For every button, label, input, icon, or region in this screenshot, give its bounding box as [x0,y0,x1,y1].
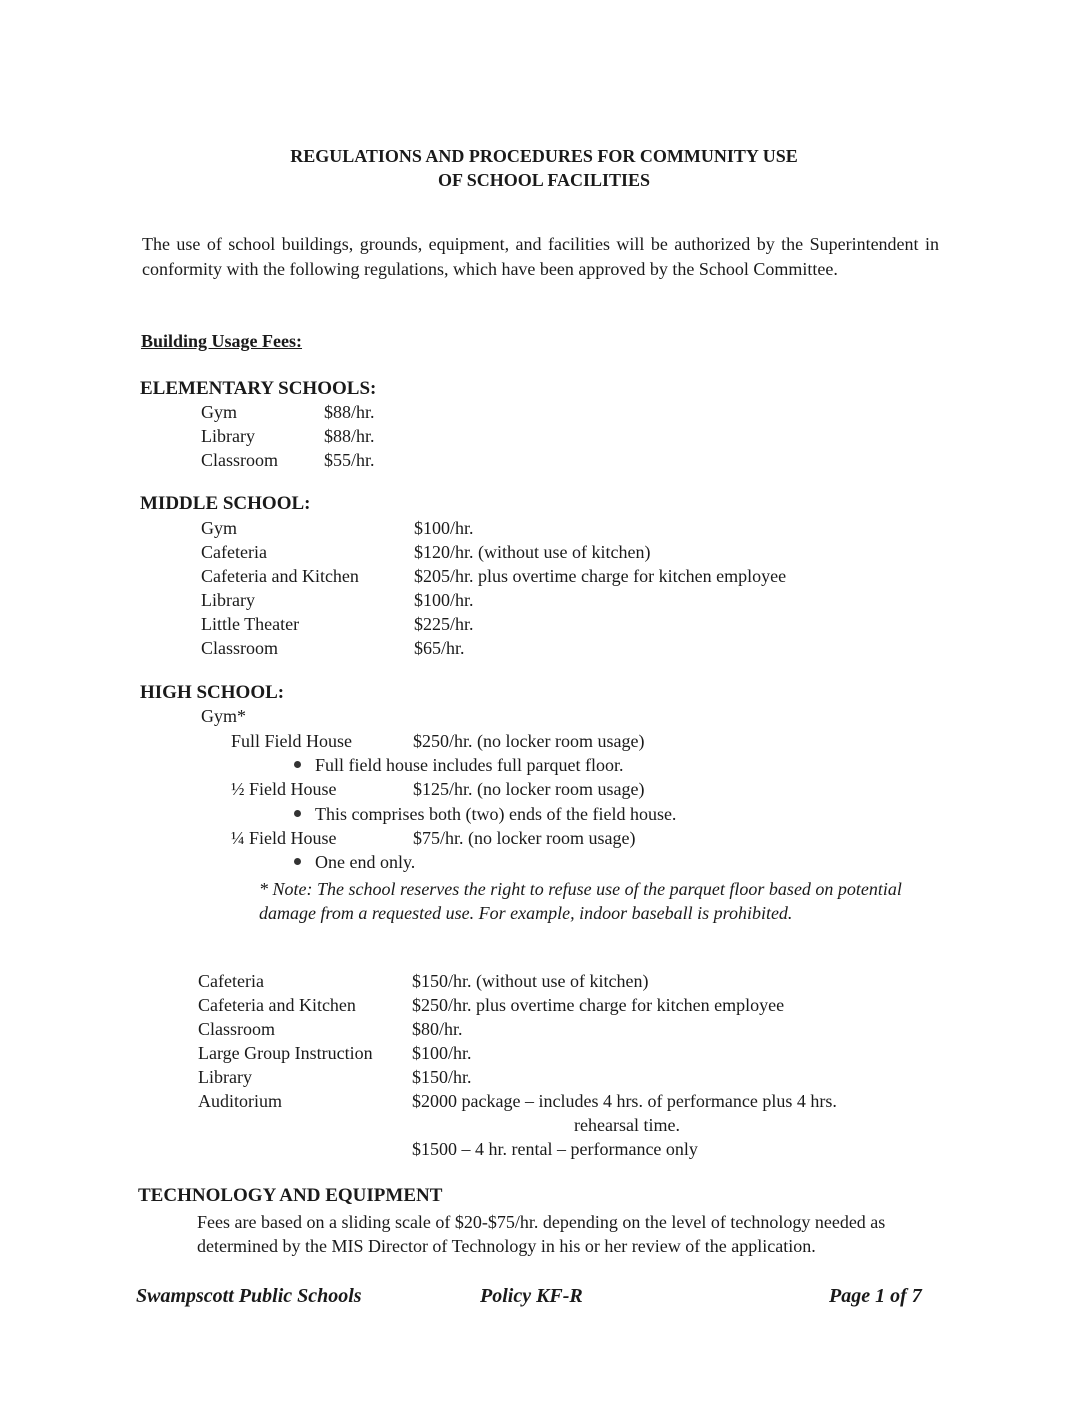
middle-little-theater-fee: $225/hr. [414,614,474,634]
high-school-heading: HIGH SCHOOL: [140,682,285,703]
bullet-text: Full field house includes full parquet floor. [315,755,624,775]
high-quarter-field-house-name: ¼ Field House [231,828,337,848]
footer-page-number: Page 1 of 7 [829,1285,922,1307]
document-title-line-1: REGULATIONS AND PROCEDURES FOR COMMUNITY USE [290,146,798,166]
high-library-fee: $150/hr. [412,1067,472,1087]
high-half-field-house-name: ½ Field House [231,779,337,799]
high-auditorium-fee-continued: rehearsal time. [574,1115,680,1135]
high-cafeteria-fee: $150/hr. (without use of kitchen) [412,971,649,991]
bullet-text: One end only. [315,852,416,872]
footer-district: Swampscott Public Schools [136,1285,362,1307]
bullet-text: This comprises both (two) ends of the field house. [315,804,677,824]
bullet-dot-icon [294,858,301,865]
footer-policy: Policy KF-R [480,1285,583,1307]
elementary-classroom-name: Classroom [201,450,279,470]
high-quarter-field-house-fee: $75/hr. (no locker room usage) [413,828,636,848]
high-cafeteria-kitchen-name: Cafeteria and Kitchen [198,995,356,1015]
elementary-heading-text: ELEMENTARY SCHOOLS: [140,378,377,399]
middle-gym-fee: $100/hr. [414,518,474,538]
intro-paragraph: The use of school buildings, grounds, equipment, and facilities will be authorized by the Superintendent in conformity with the following regulations, which have been approved by the School Committee. [142,234,939,279]
high-quarter-field-house-bullet [294,852,415,873]
middle-little-theater-name: Little Theater [201,614,300,634]
high-half-field-house-fee: $125/hr. (no locker room usage) [413,779,645,799]
middle-classroom-name: Classroom [201,638,279,658]
middle-gym-name: Gym [201,518,237,538]
high-gym-label: Gym* [201,706,246,726]
parquet-floor-note: * Note: The school reserves the right to refuse use of the parquet floor based on potential damage from a requested use. For example, indoor baseball is prohibited. [259,879,902,923]
high-large-group-name: Large Group Instruction [198,1043,373,1063]
high-auditorium-name: Auditorium [198,1091,282,1111]
high-large-group-fee: $100/hr. [412,1043,472,1063]
high-full-field-house-bullet [294,755,623,776]
high-auditorium-fee: $2000 package – includes 4 hrs. of performance plus 4 hrs. [412,1091,837,1111]
middle-cafeteria-name: Cafeteria [201,542,267,562]
middle-school-heading: MIDDLE SCHOOL: [140,493,311,514]
bullet-dot-icon [294,761,301,768]
technology-paragraph: Fees are based on a sliding scale of $20-$75/hr. depending on the level of technology needed as determined by the MIS Director of Technology in his or her review of the application. [197,1212,886,1256]
document-title-line-2: OF SCHOOL FACILITIES [437,170,651,190]
high-full-field-house-fee: $250/hr. (no locker room usage) [413,731,645,751]
high-classroom-fee: $80/hr. [412,1019,463,1039]
high-auditorium-alt-fee: $1500 – 4 hr. rental – performance only [412,1139,698,1159]
building-usage-fees-heading: Building Usage Fees: [141,331,303,351]
high-full-field-house-name: Full Field House [231,731,353,751]
middle-cafeteria-kitchen-fee: $205/hr. plus overtime charge for kitchen employee [414,566,787,586]
middle-cafeteria-kitchen-name: Cafeteria and Kitchen [201,566,359,586]
middle-classroom-fee: $65/hr. [414,638,465,658]
middle-cafeteria-fee: $120/hr. (without use of kitchen) [414,542,651,562]
high-cafeteria-kitchen-fee: $250/hr. plus overtime charge for kitchen employee [412,995,785,1015]
middle-library-fee: $100/hr. [414,590,474,610]
elementary-library-name: Library [201,426,255,446]
elementary-heading [140,378,376,400]
elementary-library-fee: $88/hr. [324,426,375,446]
middle-library-name: Library [201,590,255,610]
elementary-gym-name: Gym [201,402,237,422]
technology-heading: TECHNOLOGY AND EQUIPMENT [138,1185,443,1206]
elementary-gym-fee: $88/hr. [324,402,375,422]
high-cafeteria-name: Cafeteria [198,971,264,991]
high-classroom-name: Classroom [198,1019,276,1039]
high-library-name: Library [198,1067,252,1087]
elementary-classroom-fee: $55/hr. [324,450,375,470]
bullet-dot-icon [294,810,301,817]
high-half-field-house-bullet [294,804,676,825]
